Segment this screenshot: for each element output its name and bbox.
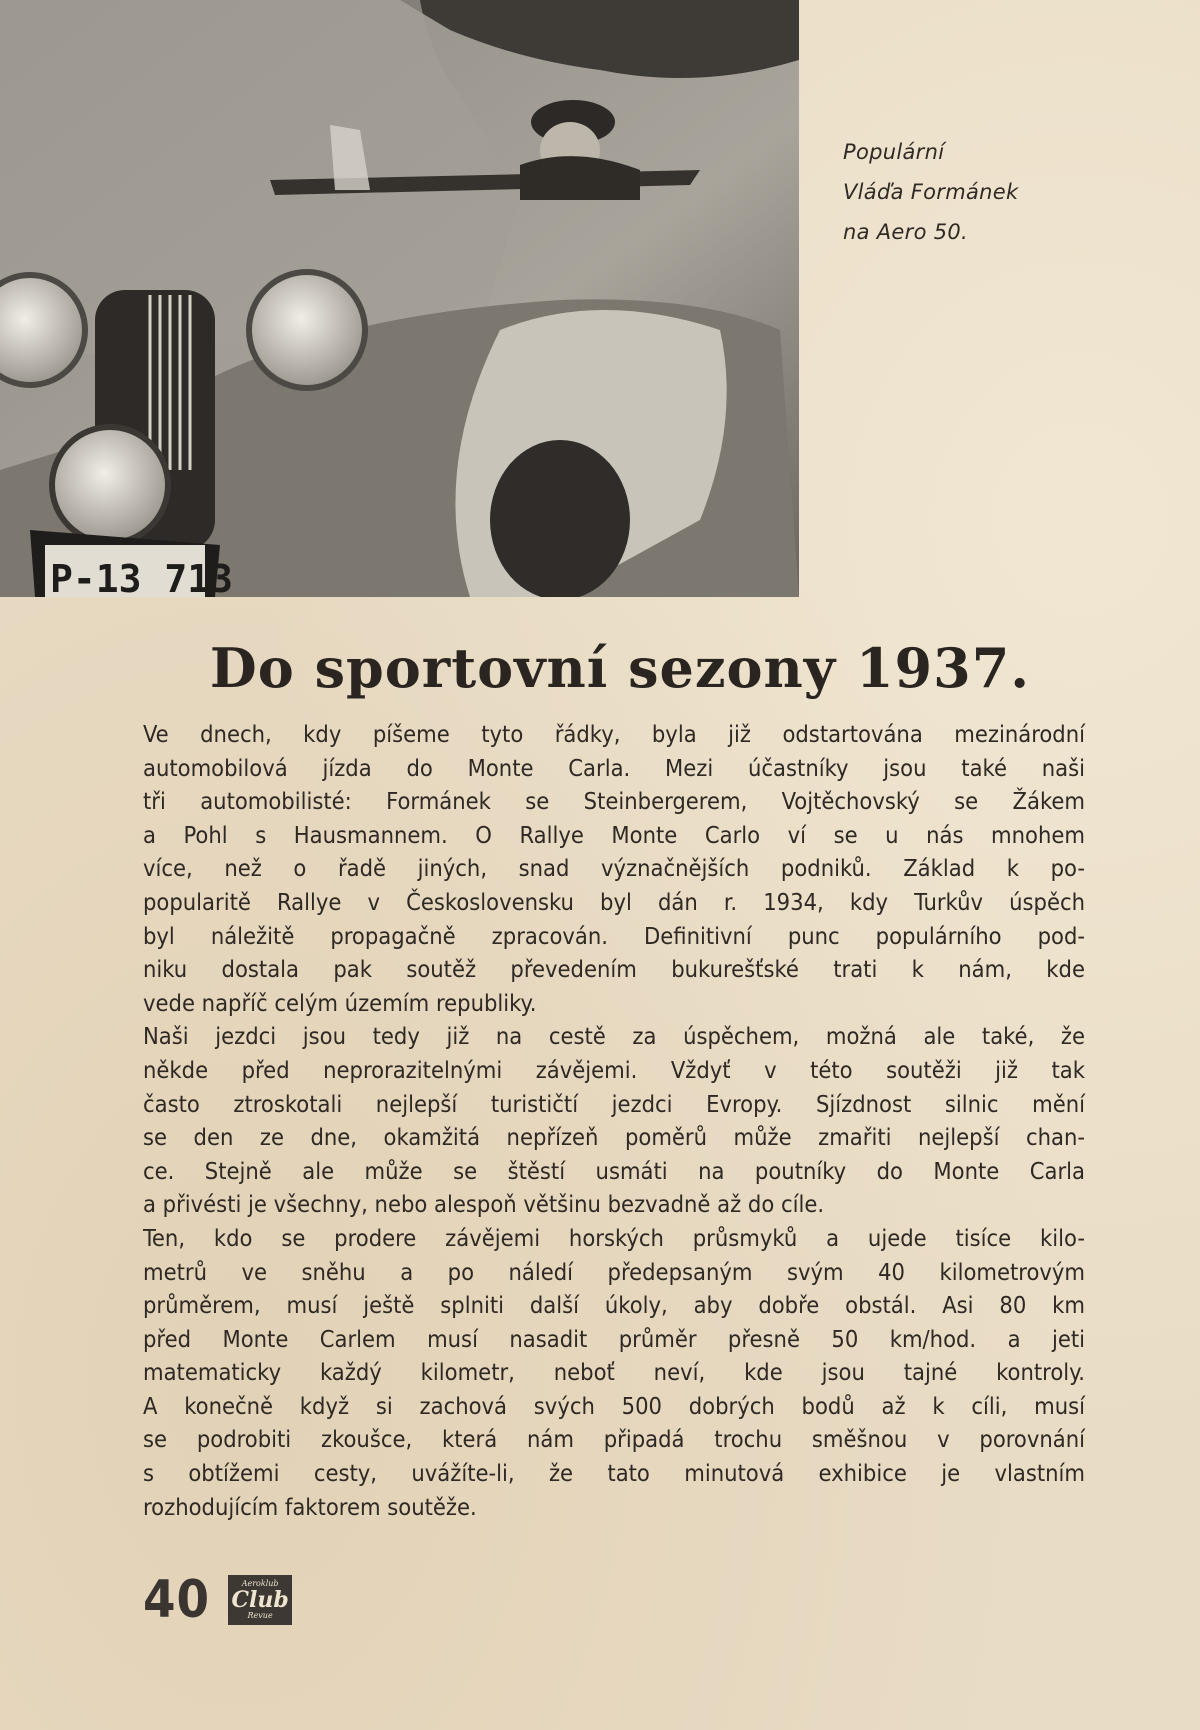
logo-top-text: Aeroklub bbox=[241, 1579, 279, 1588]
article-line: rozhodujícím faktorem soutěže. bbox=[143, 1492, 477, 1521]
caption-line: Populární bbox=[843, 140, 945, 164]
magazine-logo bbox=[228, 1575, 292, 1625]
article-line: s obtížemi cesty, uvážíte-li, že tato minutová exhibice je vlastním bbox=[143, 1459, 1085, 1488]
article-line: vede napříč celým územím republiky. bbox=[143, 988, 537, 1017]
article-line: automobilová jízda do Monte Carla. Mezi účastníky jsou také naši bbox=[143, 753, 1085, 782]
article-line: se den ze dne, okamžitá nepřízeň poměrů může zmařiti nejlepší chan- bbox=[143, 1123, 1085, 1152]
article-line: byl náležitě propagačně zpracován. Definitivní punc populárního pod- bbox=[143, 921, 1085, 950]
article-line: ce. Stejně ale může se štěstí usmáti na poutníky do Monte Carla bbox=[143, 1156, 1085, 1185]
caption-line: Vláďa Formánek bbox=[843, 180, 1019, 204]
article-line: metrů ve sněhu a po náledí předepsaným svým 40 kilometrovým bbox=[143, 1257, 1085, 1286]
article-line: popularitě Rallye v Československu byl dán r. 1934, kdy Turkův úspěch bbox=[143, 887, 1085, 916]
article-line: Ten, kdo se prodere závějemi horských průsmyků a ujede tisíce kilo- bbox=[143, 1223, 1085, 1252]
svg-text:P-13 713: P-13 713 bbox=[50, 557, 234, 597]
article-line: Naši jezdci jsou tedy již na cestě za úspěchem, možná ale také, že bbox=[143, 1022, 1085, 1051]
article-line: Ve dnech, kdy píšeme tyto řádky, byla již odstartována mezinárodní bbox=[143, 720, 1085, 748]
article-line: před Monte Carlem musí nasadit průměr přesně 50 km/hod. a jeti bbox=[143, 1324, 1085, 1353]
article-line: a přivésti je všechny, nebo alespoň většinu bezvadně až do cíle. bbox=[143, 1190, 825, 1219]
caption-line: na Aero 50. bbox=[843, 220, 968, 244]
article-line: někde před neprorazitelnými závějemi. Vždyť v této soutěži již tak bbox=[143, 1055, 1085, 1084]
article-line: tři automobilisté: Formánek se Steinbergerem, Vojtěchovský se Žákem bbox=[143, 787, 1085, 816]
logo-bottom-text: Revue bbox=[247, 1611, 273, 1620]
article-line: a Pohl s Hausmannem. O Rallye Monte Carlo ví se u nás mnohem bbox=[143, 820, 1085, 849]
article-line: více, než o řadě jiných, snad význačnějších podniků. Základ k po- bbox=[143, 854, 1085, 883]
page-number: 40 bbox=[143, 1570, 211, 1630]
article-line: A konečně když si zachová svých 500 dobrých bodů až k cíli, musí bbox=[143, 1391, 1085, 1420]
page-footer bbox=[143, 1572, 292, 1628]
article-line: matematicky každý kilometr, neboť neví, kde jsou tajné kontroly. bbox=[143, 1358, 1085, 1387]
article-line: se podrobiti zkoušce, která nám připadá trochu směšnou v porovnání bbox=[143, 1425, 1085, 1454]
article-line: niku dostala pak soutěž převedením bukurešťské trati k nám, kde bbox=[143, 955, 1085, 984]
article-body bbox=[143, 718, 1085, 1524]
article-line: průměrem, musí ještě splniti další úkoly, aby dobře obstál. Asi 80 km bbox=[143, 1291, 1085, 1320]
article-photo bbox=[0, 0, 799, 597]
photo-caption bbox=[843, 132, 1143, 252]
logo-main-text: Club bbox=[231, 1587, 289, 1613]
car-photo-illustration bbox=[0, 0, 799, 597]
article-headline: Do sportovní sezony 1937. bbox=[209, 636, 1031, 700]
article-line: často ztroskotali nejlepší turističtí jezdci Evropy. Sjízdnost silnic mění bbox=[143, 1089, 1085, 1118]
